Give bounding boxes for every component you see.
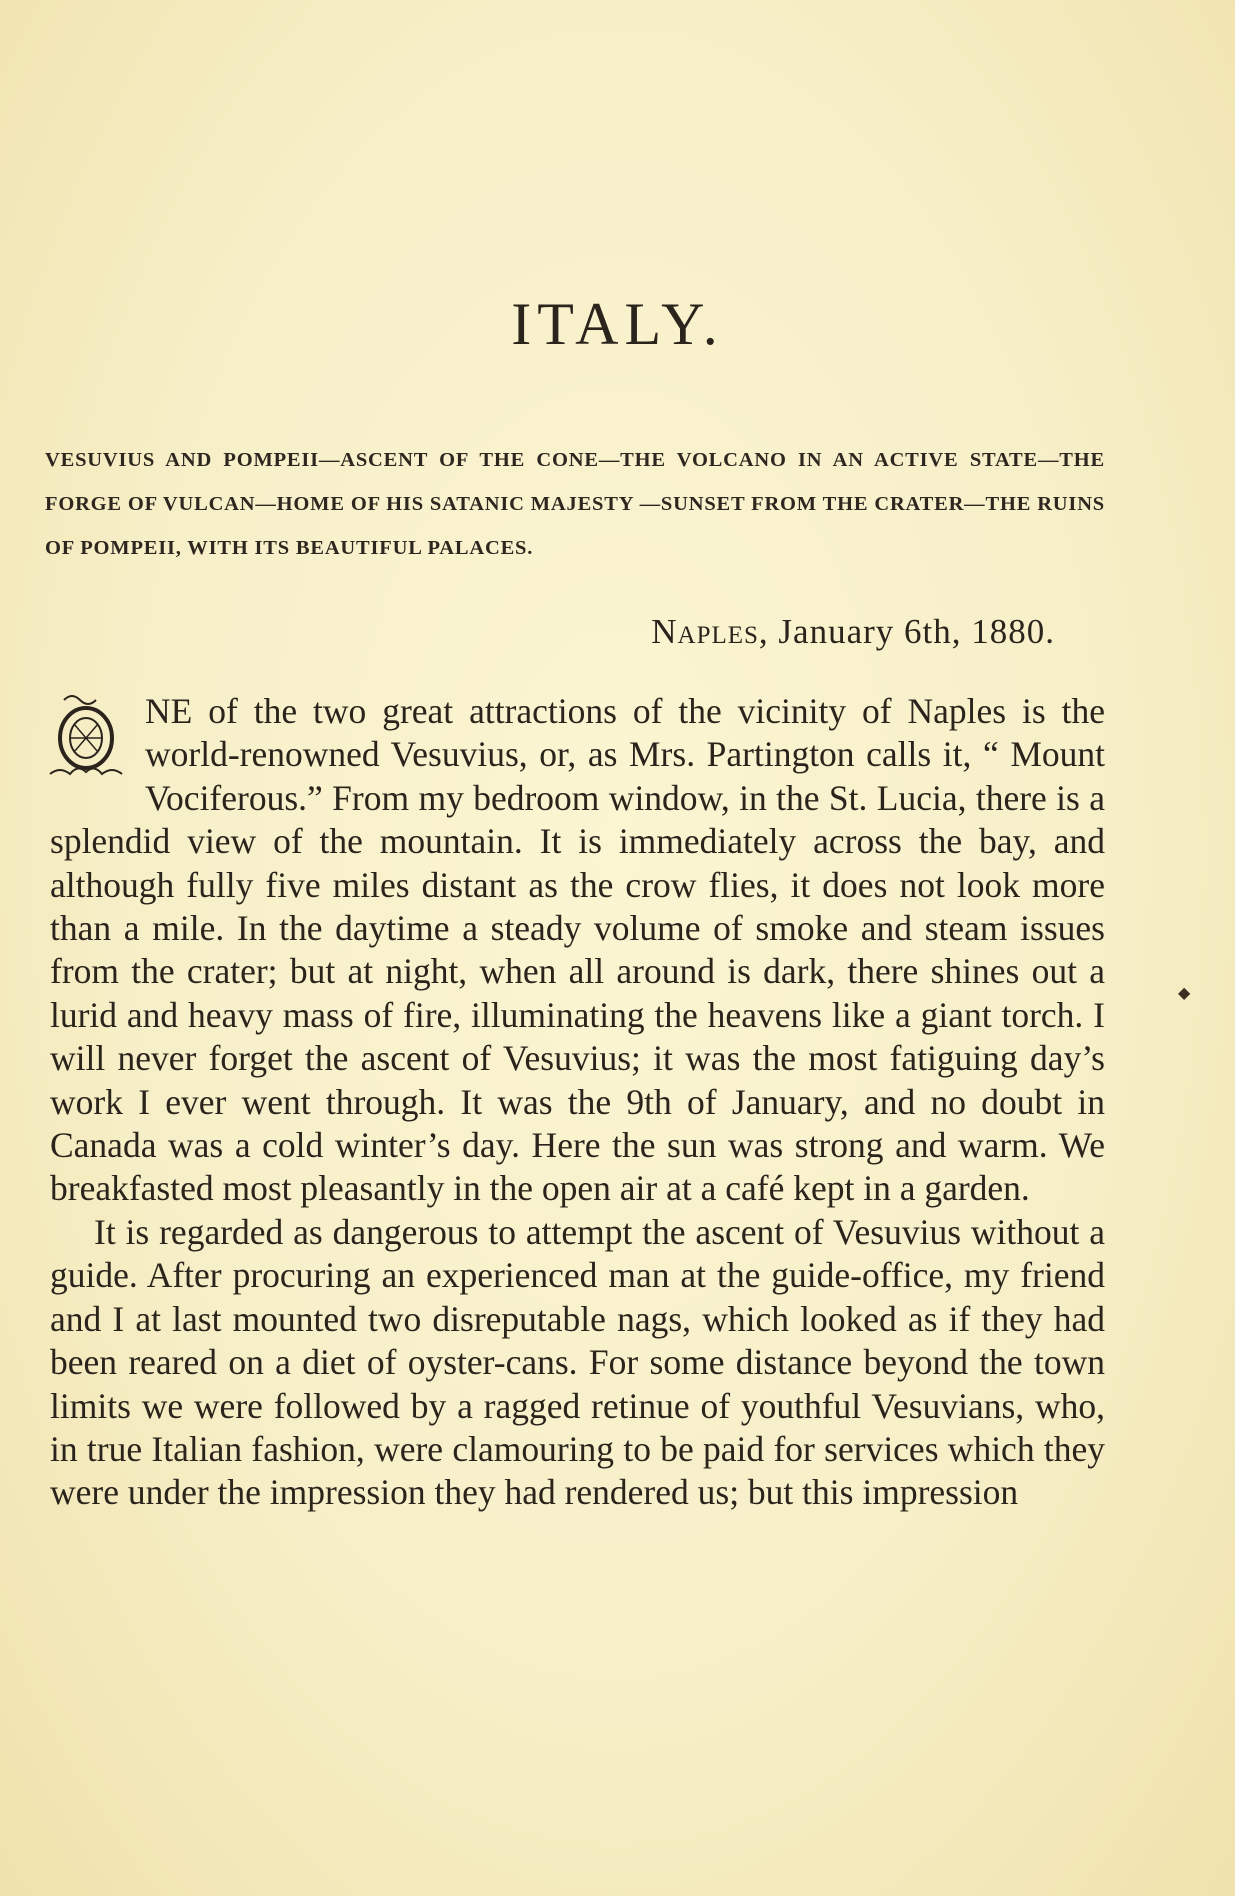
paragraph-2: It is regarded as dangerous to attempt the ascent of Vesuvius without a guide. After procuring an experienced man at the guide-office, my friend and I at last mounted two disreputable nags, which looked as if they had been reared on a diet of oyster-cans. For some distance beyond the town limits we were followed by a ragged retinue of youthful Vesuvians, who, in true Italian fashion, were clamouring to be paid for services which they were under the impression they had rendered us; but this impression: [50, 1211, 1105, 1513]
chapter-summary: VESUVIUS AND POMPEII—ASCENT OF THE CONE—THE VOLCANO IN AN ACTIVE STATE—THE FORGE OF VULCAN—HOME OF HIS SATANIC MAJESTY —SUNSET FROM THE CRATER—THE RUINS OF POMPEII, WITH ITS BEAUTIFUL PALACES.: [45, 449, 1105, 559]
margin-mark-icon: ◆: [1178, 983, 1191, 1002]
drop-cap-ornament-icon: [44, 692, 139, 780]
dateline-date: January 6th, 1880.: [768, 612, 1055, 651]
chapter-title: ITALY.: [511, 291, 724, 357]
dateline-place: Naples,: [651, 612, 769, 651]
paragraph-1: [50, 690, 1105, 1211]
drop-cap: [44, 692, 139, 780]
dateline: [651, 612, 1055, 652]
body-text: [50, 690, 1105, 1515]
paragraph-1-text: NE of the two great attractions of the vicinity of Naples is the world-renowned Vesuvius, or, as Mrs. Partington calls it, “ Mount Vociferous.” From my bedroom window, in the St. Lucia, there is a splendid view of the mountain. It is immediately across the bay, and although fully five miles distant as the crow flies, it does not look more than a mile. In the daytime a steady volume of smoke and steam issues from the crater; but at night, when all around is dark, there shines out a lurid and heavy mass of fire, illuminating the heavens like a giant torch. I will never forget the ascent of Vesuvius; it was the most fatiguing day’s work I ever went through. It was the 9th of January, and no doubt in Canada was a cold winter’s day. Here the sun was strong and warm. We breakfasted most pleasantly in the open air at a café kept in a garden.: [50, 691, 1105, 1209]
